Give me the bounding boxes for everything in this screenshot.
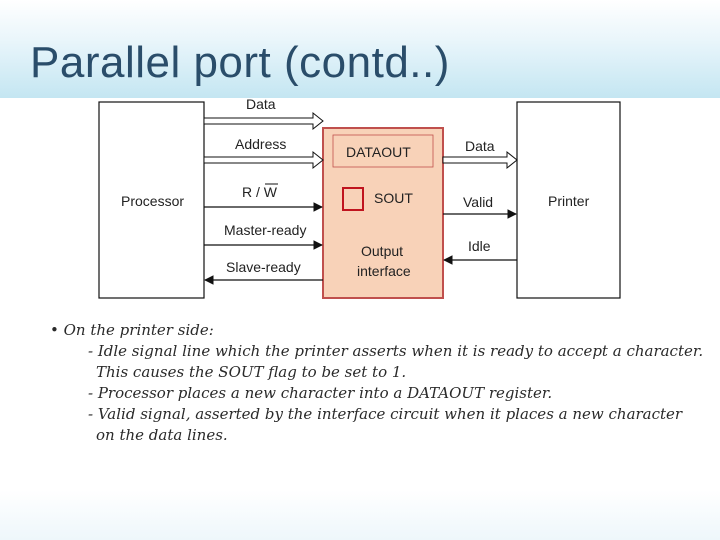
idle-label: Idle: [468, 238, 491, 254]
rw-label-bar: W: [263, 184, 277, 200]
sout-flag-box: [343, 188, 363, 210]
slave-ready-label: Slave-ready: [226, 259, 301, 275]
address-bus-label: Address: [235, 136, 287, 152]
notes-line-1-cont: This causes the SOUT flag to be set to 1.: [96, 363, 407, 381]
printer-label: Printer: [548, 193, 590, 209]
rw-label: [242, 184, 278, 200]
notes-line-3-cont: on the data lines.: [96, 426, 228, 444]
notes-line-3: - Valid signal, asserted by the interface circuit when it places a new character: [88, 405, 683, 423]
sout-label: SOUT: [374, 190, 413, 206]
master-ready-label: Master-ready: [224, 222, 307, 238]
output-interface-label-1: Output: [361, 243, 404, 259]
printer-data-bus-arrow: [443, 152, 517, 168]
rw-label-prefix: R /: [242, 184, 264, 200]
slide-title: Parallel port (contd..): [30, 38, 450, 87]
notes-line-1: - Idle signal line which the printer asserts when it is ready to accept a character.: [88, 342, 704, 360]
processor-label: Processor: [121, 193, 185, 209]
output-interface-label-2: interface: [357, 263, 411, 279]
valid-label: Valid: [463, 194, 494, 210]
dataout-label: DATAOUT: [346, 144, 411, 160]
notes: [50, 320, 715, 446]
data-bus-arrow: [204, 113, 323, 129]
data-bus-label: Data: [246, 96, 276, 112]
printer-data-label: Data: [465, 138, 495, 154]
address-bus-arrow: [204, 152, 323, 168]
notes-bullet: • On the printer side:: [50, 321, 214, 339]
notes-line-2: - Processor places a new character into a DATAOUT register.: [88, 384, 553, 402]
